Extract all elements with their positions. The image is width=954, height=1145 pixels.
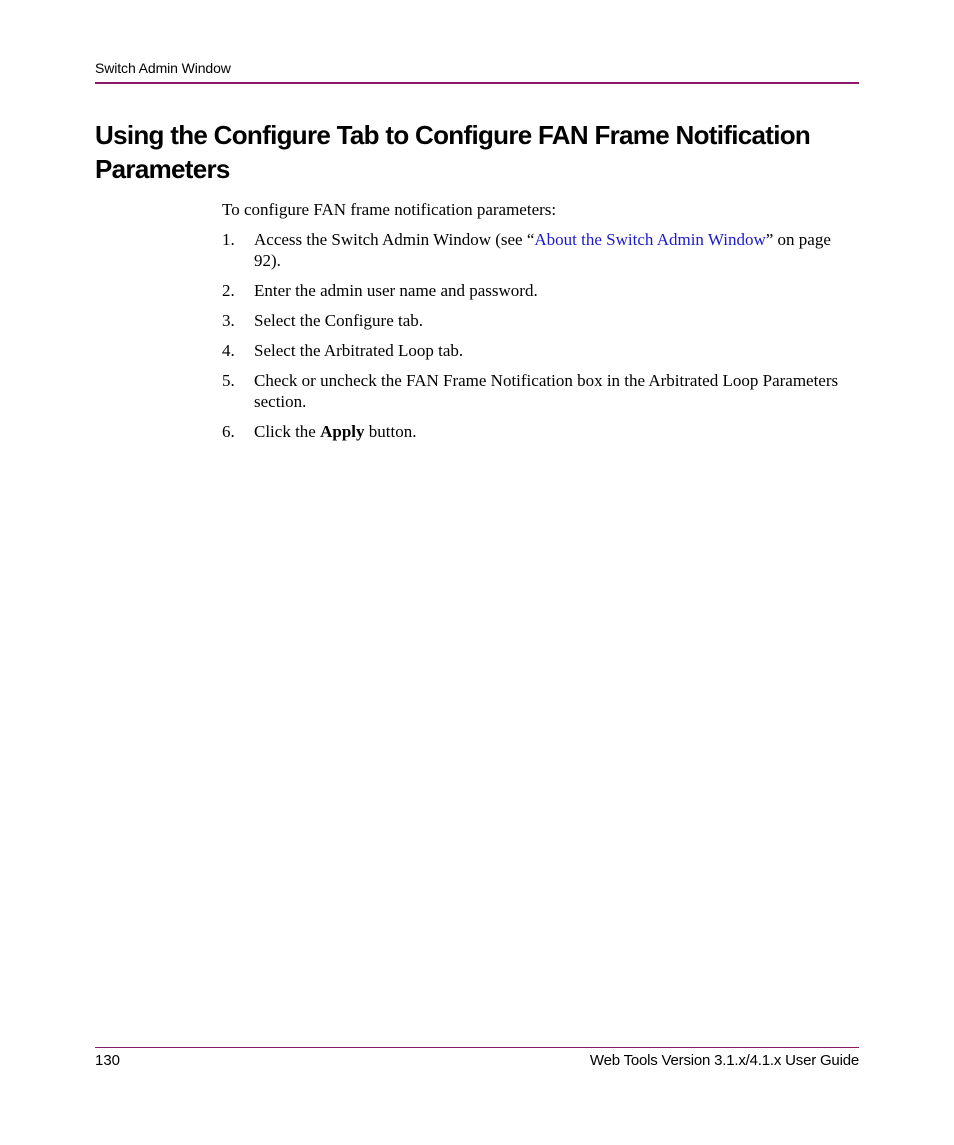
procedure-body	[222, 199, 862, 451]
step-text: Check or uncheck the FAN Frame Notification box in the Arbitrated Loop Parameters section.	[254, 371, 839, 411]
step-text: ” on page 92).	[254, 230, 831, 270]
procedure-intro: To configure FAN frame notification parameters:	[222, 200, 557, 219]
step-text: Enter the admin user name and password.	[254, 281, 538, 300]
step-3	[222, 310, 862, 331]
guide-title: Web Tools Version 3.1.x/4.1.x User Guide	[589, 1052, 859, 1069]
step-6	[222, 421, 862, 442]
step-number: 5.	[222, 371, 235, 390]
step-5	[222, 370, 862, 412]
procedure-steps	[222, 229, 862, 442]
cross-reference-link[interactable]: About the Switch Admin Window	[534, 230, 766, 249]
step-2	[222, 280, 862, 301]
running-header: Switch Admin Window	[95, 60, 231, 76]
step-text: Select the Arbitrated Loop tab.	[254, 341, 464, 360]
footer-divider	[95, 1047, 859, 1048]
step-number: 3.	[222, 311, 235, 330]
header-divider	[95, 82, 859, 84]
section-title: Using the Configure Tab to Configure FAN Frame Notification Parameters	[95, 120, 811, 184]
step-number: 2.	[222, 281, 235, 300]
apply-button-label: Apply	[320, 422, 365, 441]
step-number: 1.	[222, 230, 235, 249]
step-text: Click the	[254, 422, 321, 441]
step-number: 6.	[222, 422, 235, 441]
step-text: Access the Switch Admin Window (see “	[254, 230, 535, 249]
page-number: 130	[95, 1052, 121, 1069]
step-1	[222, 229, 862, 271]
step-text: button.	[364, 422, 417, 441]
step-4	[222, 340, 862, 361]
step-number: 4.	[222, 341, 235, 360]
step-text: Select the Configure tab.	[254, 311, 424, 330]
